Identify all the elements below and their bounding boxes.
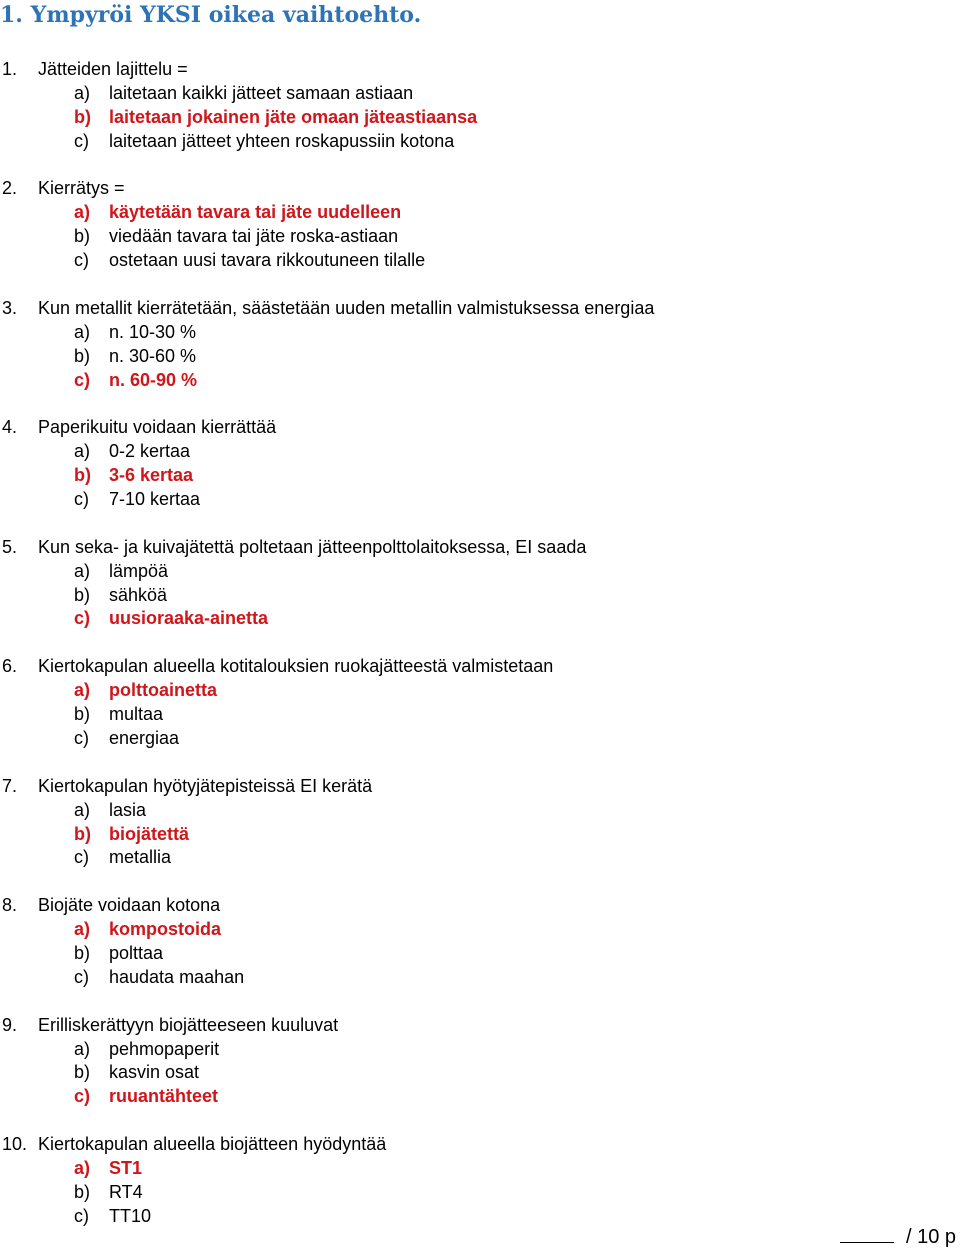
option-letter: b): [74, 345, 91, 366]
option-text: polttoainetta: [109, 680, 217, 701]
question-row: [0, 58, 940, 82]
option-letter: b): [74, 1062, 91, 1083]
question-6: [0, 655, 940, 751]
question-number: 10.: [2, 1134, 28, 1155]
question-row: [0, 655, 940, 679]
question-text: Kiertokapulan alueella biojätteen hyödyntää: [38, 1134, 387, 1155]
option-letter: c): [74, 608, 91, 629]
question-3: [0, 297, 940, 393]
answer-option[interactable]: [0, 966, 940, 990]
question-text: Paperikuitu voidaan kierrättää: [38, 417, 277, 438]
question-number: 3.: [2, 297, 18, 318]
answer-option[interactable]: [0, 225, 940, 249]
question-row: [0, 894, 940, 918]
answer-option[interactable]: [0, 846, 940, 870]
question-row: [0, 775, 940, 799]
option-letter: b): [74, 704, 91, 725]
option-letter: a): [74, 680, 91, 701]
answer-option[interactable]: [0, 679, 940, 703]
question-number: 8.: [2, 895, 18, 916]
answer-option[interactable]: [0, 1061, 940, 1085]
question-text: Kierrätys =: [38, 178, 125, 199]
answer-option[interactable]: [0, 799, 940, 823]
option-letter: b): [74, 823, 91, 844]
question-row: [0, 297, 940, 321]
question-list: [0, 58, 940, 1253]
option-text: ST1: [109, 1157, 143, 1178]
option-letter: c): [74, 369, 91, 390]
question-number: 6.: [2, 656, 18, 677]
option-letter: c): [74, 489, 89, 510]
answer-option[interactable]: [0, 607, 940, 631]
answer-option[interactable]: [0, 1205, 940, 1229]
option-text: biojätettä: [109, 823, 190, 844]
option-text: pehmopaperit: [109, 1038, 220, 1059]
option-text: 3-6 kertaa: [109, 465, 194, 486]
option-text: laitetaan jätteet yhteen roskapussiin kotona: [109, 130, 455, 151]
question-number: 2.: [2, 178, 18, 199]
option-text: uusioraaka-ainetta: [109, 608, 269, 629]
question-4: [0, 416, 940, 512]
option-letter: b): [74, 226, 91, 247]
answer-option[interactable]: [0, 464, 940, 488]
option-letter: b): [74, 1181, 91, 1202]
answer-option[interactable]: [0, 440, 940, 464]
option-text: käytetään tavara tai jäte uudelleen: [109, 202, 402, 223]
score-blank[interactable]: [840, 1224, 894, 1243]
answer-option[interactable]: [0, 942, 940, 966]
option-letter: a): [74, 82, 91, 103]
option-text: n. 60-90 %: [109, 369, 198, 390]
option-text: n. 10-30 %: [109, 321, 197, 342]
question-8: [0, 894, 940, 990]
option-letter: b): [74, 106, 91, 127]
answer-option[interactable]: [0, 249, 940, 273]
option-letter: c): [74, 130, 89, 151]
option-text: viedään tavara tai jäte roska-astiaan: [109, 226, 399, 247]
option-text: 0-2 kertaa: [109, 441, 191, 462]
option-letter: a): [74, 321, 91, 342]
option-text: lasia: [109, 799, 147, 820]
option-letter: a): [74, 1038, 91, 1059]
option-letter: b): [74, 942, 91, 963]
question-2: [0, 177, 940, 273]
answer-option[interactable]: [0, 584, 940, 608]
answer-option[interactable]: [0, 1085, 940, 1109]
option-text: sähköä: [109, 584, 168, 605]
option-text: RT4: [109, 1181, 143, 1202]
option-text: laitetaan jokainen jäte omaan jäteastiaansa: [109, 106, 478, 127]
section-title: 1. Ympyröi YKSI oikea vaihtoehto.: [0, 2, 422, 28]
option-letter: c): [74, 966, 89, 987]
option-letter: c): [74, 250, 89, 271]
option-text: ruuantähteet: [109, 1086, 219, 1107]
question-number: 5.: [2, 536, 18, 557]
question-text: Biojäte voidaan kotona: [38, 895, 221, 916]
score-area: [840, 1224, 956, 1249]
option-text: laitetaan kaikki jätteet samaan astiaan: [109, 82, 414, 103]
option-letter: b): [74, 465, 91, 486]
score-label: / 10 p: [905, 1226, 956, 1248]
option-text: haudata maahan: [109, 966, 245, 987]
answer-option[interactable]: [0, 727, 940, 751]
answer-option[interactable]: [0, 82, 940, 106]
answer-option[interactable]: [0, 321, 940, 345]
answer-option[interactable]: [0, 703, 940, 727]
question-text: Jätteiden lajittelu =: [38, 59, 188, 79]
question-number: 1.: [2, 59, 18, 79]
answer-option[interactable]: [0, 1038, 940, 1062]
option-letter: c): [74, 847, 89, 868]
option-letter: a): [74, 799, 91, 820]
answer-option[interactable]: [0, 560, 940, 584]
question-number: 7.: [2, 775, 18, 796]
answer-option[interactable]: [0, 106, 940, 130]
option-letter: c): [74, 1205, 89, 1226]
question-text: Kiertokapulan alueella kotitalouksien ruokajätteestä valmistetaan: [38, 656, 554, 677]
option-text: ostetaan uusi tavara rikkoutuneen tilalle: [109, 250, 426, 271]
question-text: Erilliskerättyyn biojätteeseen kuuluvat: [38, 1014, 339, 1035]
question-row: [0, 536, 940, 560]
option-text: metallia: [109, 847, 172, 868]
question-text: Kiertokapulan hyötyjätepisteissä EI kerätä: [38, 775, 373, 796]
question-number: 9.: [2, 1014, 18, 1035]
option-text: energiaa: [109, 727, 180, 748]
answer-option[interactable]: [0, 369, 940, 393]
question-text: Kun metallit kierrätetään, säästetään uuden metallin valmistuksessa energiaa: [38, 297, 655, 318]
answer-option[interactable]: [0, 1181, 940, 1205]
answer-option[interactable]: [0, 345, 940, 369]
question-row: [0, 416, 940, 440]
option-letter: c): [74, 727, 89, 748]
option-text: multaa: [109, 704, 164, 725]
option-text: polttaa: [109, 942, 164, 963]
answer-option[interactable]: [0, 918, 940, 942]
option-text: kompostoida: [109, 919, 222, 940]
question-5: [0, 536, 940, 632]
option-letter: a): [74, 1157, 91, 1178]
option-text: n. 30-60 %: [109, 345, 197, 366]
option-letter: a): [74, 560, 91, 581]
option-text: 7-10 kertaa: [109, 489, 201, 510]
answer-option[interactable]: [0, 130, 940, 154]
option-text: kasvin osat: [109, 1062, 200, 1083]
question-row: [0, 1014, 940, 1038]
option-letter: c): [74, 1086, 91, 1107]
question-row: [0, 177, 940, 201]
answer-option[interactable]: [0, 823, 940, 847]
question-7: [0, 775, 940, 871]
answer-option[interactable]: [0, 1157, 940, 1181]
question-text: Kun seka- ja kuivajätettä poltetaan jätteenpolttolaitoksessa, EI saada: [38, 536, 587, 557]
option-letter: b): [74, 584, 91, 605]
option-letter: a): [74, 919, 91, 940]
question-1: [0, 58, 940, 154]
question-number: 4.: [2, 417, 18, 438]
option-letter: a): [74, 441, 91, 462]
question-9: [0, 1014, 940, 1110]
option-text: TT10: [109, 1205, 152, 1226]
answer-option[interactable]: [0, 201, 940, 225]
option-text: lämpöä: [109, 560, 169, 581]
question-row: [0, 1133, 940, 1157]
question-10: [0, 1133, 940, 1229]
option-letter: a): [74, 202, 91, 223]
answer-option[interactable]: [0, 488, 940, 512]
